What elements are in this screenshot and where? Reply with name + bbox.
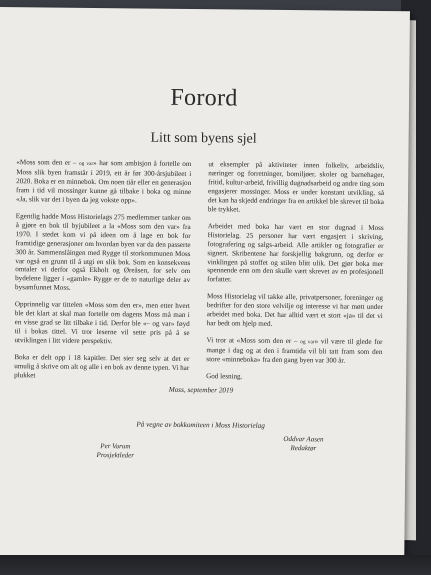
signature-project-leader	[65, 442, 165, 461]
page-subtitle: Litt som byens sjel	[150, 130, 257, 147]
paragraph: Arbeidet med boka har vært en stor dugnad i Moss Historielag. 25 personer har vært engasjert i skriving, fotografering og salgs-arbeid. Alle artikler og fotografier er signert. Skribentene har forskjellig bakgrunn, og derfor er vinklingen på stoffet og stilen blitt ulik. Det gjør boka mer spennende enn om den skulle vært skrevet av en profesjonell forfatter.	[207, 221, 384, 284]
paragraph: Opprinnelig var tittelen «Moss som den er», men etter hvert ble det klart at skal man fortelle om dagens Moss må man i en visse grad se litt tilbake i tid. Derfor ble «– og var» føyd til i bokas tittel. Vi tror leserne vil sette pris på å se utviklingen i litt videre perspektiv.	[14, 300, 190, 346]
signature-name: Per Vorum	[100, 442, 131, 451]
signature-role: Redaktør	[290, 444, 317, 453]
paragraph: ut eksempler på aktiviteter innen folkeliv, arbeidsliv, næringer og forretninger, bomiljøer, skoler og barnehager, fritid, kultur-arbeid, frivillig dugnadsarbeid og andre ting som engasjerer mossinger. Moss er under konstant utvikling, så det kan ha skjedd endringer fra en artikkel ble skrevet til boka ble trykket.	[207, 160, 385, 214]
place-date: Moss, september 2019	[168, 385, 234, 395]
background-bottom	[0, 555, 431, 575]
signature-name: Oddvar Aasen	[283, 434, 324, 444]
paragraph: God lesning.	[206, 372, 243, 381]
paragraph: Vi tror at «Moss som den er – og var» vil være til glede for mange i dag og at den i framtida vil bli tatt fram som den store «minneboka» fra den gang byen var 300 år.	[206, 336, 383, 365]
signature-role: Prosjektleder	[96, 451, 135, 460]
signature-editor	[253, 435, 353, 454]
paragraph: Boka er delt opp i 18 kapitler. Det sier seg selv at det er umulig å skrive om alt og alle i en bok av denne typen. Vi har plukket	[14, 353, 190, 380]
on-behalf-line: På vegne av bokkomiteen i Moss Historielag	[136, 420, 265, 430]
paragraph: Egentlig hadde Moss Historielags 275 medlemmer tanker om å gjøre en bok til byjubileet a la «Moss som den var» fra 1970. I stedet kom vi på ideen om å lage en bok for framtidige generasjoner om hvordan byen var da den passerte 300 år. Sammenslåingen med Rygge til storkommunen Moss var også en grunn til å utgi en slik bok. Som en konsekvens omtaler vi derfor også Ekholt og Øreåsen, for selv om bydelene ligger i «gamle» Rygge er de to naturlige deler av bysamfunnet Moss.	[15, 211, 191, 293]
paragraph: «Moss som den er – og var» har som ambisjon å fortelle om Moss slik byen framstår i 2019, ett år før 300-årsjubileet i 2020. Boka er en minnebok. Om noen tiår eller en generasjon fram i tid vil mossinger kunne gå tilbake i boka og minne «Ja, slik var det i byen da jeg vokste opp».	[15, 158, 192, 205]
page-title: Forord	[170, 84, 238, 112]
book-page	[0, 7, 410, 565]
right-column	[206, 160, 384, 391]
paragraph: Moss Historielag vil takke alle, privatpersoner, foreninger og bedrifter for den store velvilje og interesse vi har møtt under arbeidet med boka. Det har alltid vært et stort «ja» til det vi har bedt om hjelp med.	[206, 292, 384, 329]
left-column	[14, 158, 191, 390]
